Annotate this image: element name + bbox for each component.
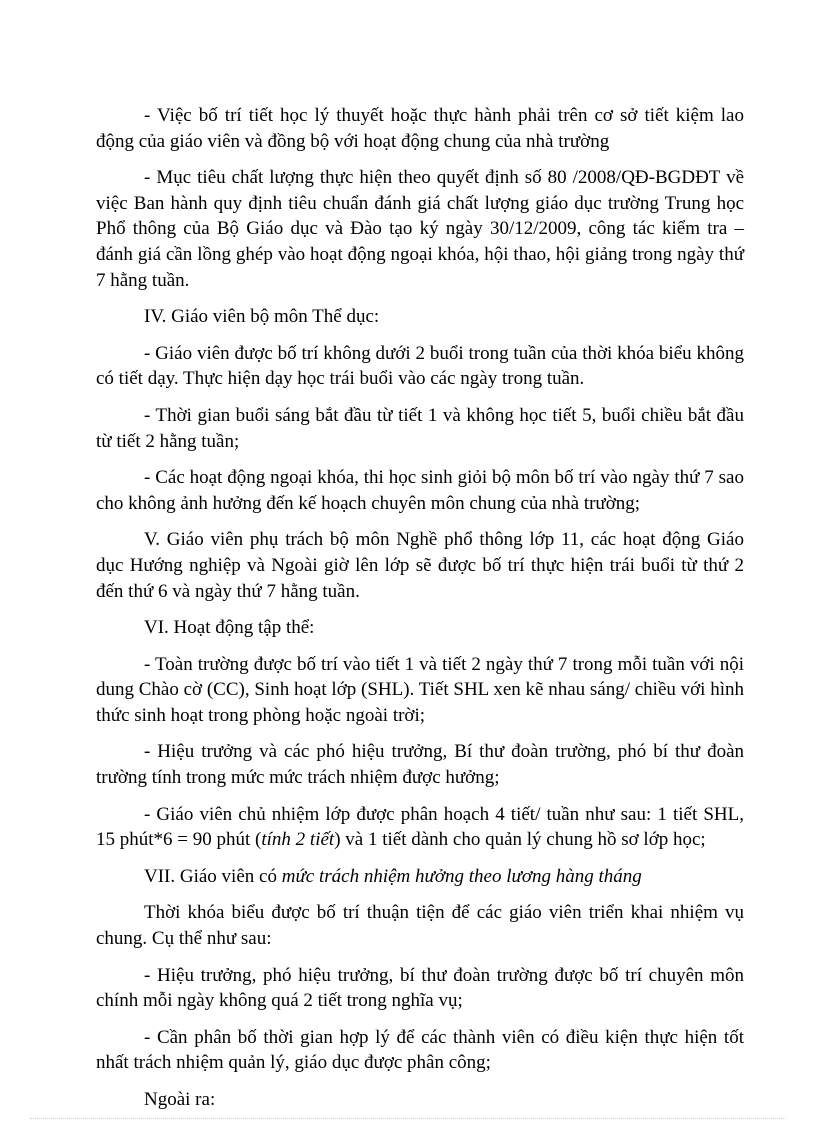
text-segment: - Giáo viên chủ nhiệm lớp được phân hoạch 4 tiết/ tuần như sau: 1 tiết SHL, 15 phút*6 = 90 phút ( [96,803,744,851]
paragraph-pe-extracurricular: - Các hoạt động ngoại khóa, thi học sinh giỏi bộ môn bố trí vào ngày thứ 7 sao cho không ảnh hưởng đến kế hoạch chuyên môn chung của nhà trường; [96,467,744,514]
paragraph-principal-duties: - Hiệu trưởng và các phó hiệu trưởng, Bí thư đoàn trường, phó bí thư đoàn trường tính trong mức mức trách nhiệm được hưởng; [96,741,744,789]
paragraph-lesson-arrangement: - Việc bố trí tiết học lý thuyết hoặc thực hành phải trên cơ sở tiết kiệm lao động của giáo viên và đồng bộ với hoạt động chung của nhà trường [96,105,744,152]
page-bottom-divider [30,1118,786,1119]
italic-text: tính 2 tiết [261,829,335,851]
document-page [96,103,744,1124]
paragraph-time-allocation: - Cần phân bố thời gian hợp lý để các thành viên có điều kiện thực hiện tốt nhất trách nhiệm quản lý, giáo dục được phân công; [96,1026,744,1074]
heading-section-vii [96,864,744,890]
paragraph-besides: Ngoài ra: [144,1089,216,1110]
paragraph-pe-schedule: - Thời gian buổi sáng bắt đầu từ tiết 1 và không học tiết 5, buổi chiều bắt đầu từ tiết 2 hằng tuần; [96,404,744,452]
paragraph-timetable: Thời khóa biểu được bố trí thuận tiện để các giáo viên triển khai nhiệm vụ chung. Cụ thể như sau: [96,902,744,950]
paragraph-homeroom-teacher [96,802,744,853]
paragraph-flag-ceremony: - Toàn trường được bố trí vào tiết 1 và tiết 2 ngày thứ 7 trong mỗi tuần với nội dung Chào cờ (CC), Sinh hoạt lớp (SHL). Tiết SHL xen kẽ nhau sáng/ chiều với hình thức sinh hoạt trong phòng hoặc ngoài trời; [96,653,744,726]
heading-section-vi: VI. Hoạt động tập thể: [144,617,315,639]
heading-section-v: V. Giáo viên phụ trách bộ môn Nghề phổ thông lớp 11, các hoạt động Giáo dục Hướng nghiệp và Ngoài giờ lên lớp sẽ được bố trí thực hiện trái buổi từ thứ 2 đến thứ 6 và ngày thứ 7 hằng tuần. [96,529,744,602]
italic-text: mức trách nhiệm hưởng theo lương hàng tháng [281,865,642,887]
heading-section-iv: IV. Giáo viên bộ môn Thể dục: [144,306,380,328]
text-segment: VII. Giáo viên có [144,865,282,887]
paragraph-pe-sessions: - Giáo viên được bố trí không dưới 2 buổi trong tuần của thời khóa biểu không có tiết dạy. Thực hiện dạy học trái buổi vào các ngày trong tuần. [96,342,744,390]
paragraph-quality-goal: - Mục tiêu chất lượng thực hiện theo quyết định số 80 /2008/QĐ-BGDĐT về việc Ban hành quy định tiêu chuẩn đánh giá chất lượng giáo dục trường Trung học Phổ thông của Bộ Giáo dục và Đào tạo ký ngày 30/12/2009, công tác kiểm tra – đánh giá cần lồng ghép vào hoạt động ngoại khóa, hội thao, hội giảng trong ngày thứ 7 hằng tuần. [96,167,744,291]
text-segment: ) và 1 tiết dành cho quản lý chung hồ sơ lớp học; [334,829,706,851]
paragraph-principal-limit: - Hiệu trưởng, phó hiệu trưởng, bí thư đoàn trường được bố trí chuyên môn chính mỗi ngày không quá 2 tiết trong nghĩa vụ; [96,964,744,1012]
